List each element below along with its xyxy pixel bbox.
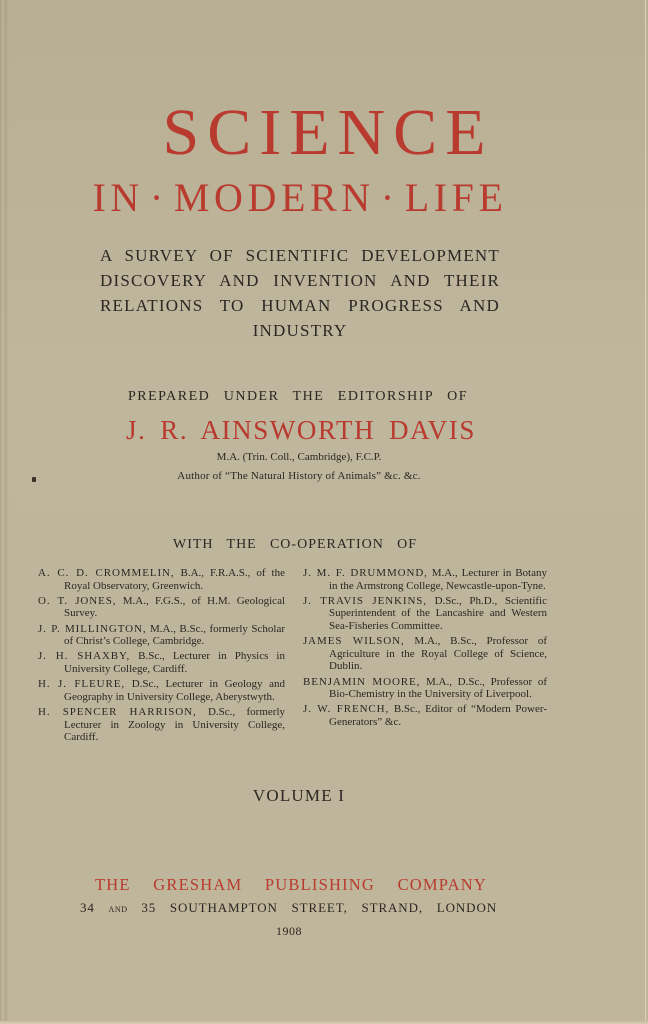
contributor-entry	[38, 650, 285, 675]
publisher-name: THE GRESHAM PUBLISHING COMPANY	[95, 875, 487, 894]
contributor-details: D.Sc., Lecturer in Geology and Geography in University College, Aberystwyth.	[64, 678, 286, 703]
volume-label: VOLUME I	[252, 786, 346, 805]
editor-author-of: Author of “The Natural History of Animals” &c. &c.	[177, 470, 421, 482]
book-subtitle	[100, 243, 500, 343]
contributor-entry	[38, 567, 285, 592]
book-title-main: SCIENCE	[162, 96, 494, 169]
contributors-left-column	[38, 567, 285, 746]
contributor-details: M.A., D.Sc., Professor of Bio-Chemistry in the University of Liverpool.	[329, 675, 547, 701]
publication-year: 1908	[276, 924, 302, 938]
publisher-address	[80, 900, 497, 916]
title-separator-dot: ·	[380, 175, 399, 220]
subtitle-line: A SURVEY OF SCIENTIFIC DEVELOPMENT	[100, 246, 500, 265]
contributor-details: M.A., B.Sc., formerly Scholar of Christ’s College, Cambridge.	[64, 622, 285, 648]
contributor-name: A. C. D. CROMMELIN,	[38, 567, 175, 579]
contributor-entry	[303, 595, 547, 633]
contributor-details: D.Sc., Ph.D., Scientific Superintendent of the Lancashire and Western Sea-Fisheries Committee.	[329, 594, 547, 632]
contributor-details: B.Sc., Editor of “Modern Power-Generators” &c.	[329, 703, 547, 728]
address-number: 35	[141, 900, 157, 915]
subtitle-line: DISCOVERY AND INVENTION AND THEIR	[100, 271, 500, 290]
subtitle-line: RELATIONS TO HUMAN PROGRESS AND	[100, 296, 500, 315]
contributor-name: H. SPENCER HARRISON,	[38, 705, 197, 718]
subtitle-line: INDUSTRY	[252, 321, 348, 340]
editor-credentials: M.A. (Trin. Coll., Cambridge), F.C.P.	[216, 451, 382, 463]
contributor-details: M.A., B.Sc., Professor of Agriculture in the Royal College of Science, Dublin.	[329, 635, 548, 673]
contributor-name: O. T. JONES,	[38, 594, 117, 607]
contributor-name: BENJAMIN MOORE,	[303, 675, 421, 688]
title-word-life: LIFE	[404, 175, 508, 220]
address-and: AND	[108, 905, 128, 914]
contributor-entry	[303, 635, 547, 673]
contributors-right-column	[303, 567, 547, 731]
editorship-label: PREPARED UNDER THE EDITORSHIP OF	[128, 389, 468, 404]
title-separator-dot: ·	[149, 175, 168, 220]
contributor-name: JAMES WILSON,	[303, 635, 405, 648]
contributor-details: M.A., Lecturer in Botany in the Armstrong College, Newcastle-upon-Tyne.	[329, 567, 547, 592]
contributor-name: J. M. F. DRUMMOND,	[303, 567, 428, 579]
title-word-modern: MODERN	[173, 175, 375, 220]
contributor-details: M.A., F.G.S., of H.M. Geological Survey.	[64, 594, 286, 620]
contributor-entry	[38, 678, 285, 703]
editor-name: J. R. AINSWORTH DAVIS	[126, 415, 476, 445]
contributor-entry	[303, 676, 547, 701]
contributor-details: B.A., F.R.A.S., of the Royal Observatory, Greenwich.	[64, 567, 285, 592]
contributor-entry	[38, 595, 285, 620]
contributor-entry	[303, 703, 547, 728]
book-title-sub	[0, 176, 600, 220]
address-street: SOUTHAMPTON STREET, STRAND, LONDON	[169, 900, 498, 915]
contributor-name: J. H. SHAXBY,	[38, 650, 131, 663]
contributor-name: H. J. FLEURE,	[38, 678, 126, 691]
contributor-details: D.Sc., formerly Lecturer in Zoology in University College, Cardiff.	[64, 705, 285, 744]
contributor-entry	[38, 623, 285, 648]
address-number: 34	[80, 900, 95, 915]
contributor-details: B.Sc., Lecturer in Physics in University College, Cardiff.	[64, 650, 285, 675]
contributor-name: J. W. FRENCH,	[303, 703, 390, 716]
contributor-entry	[303, 567, 547, 592]
cooperation-heading: WITH THE CO-OPERATION OF	[173, 537, 417, 552]
title-word-in: IN	[92, 175, 144, 220]
contributor-name: J. P. MILLINGTON,	[38, 622, 147, 635]
contributor-name: J. TRAVIS JENKINS,	[303, 594, 427, 607]
contributor-entry	[38, 706, 285, 744]
